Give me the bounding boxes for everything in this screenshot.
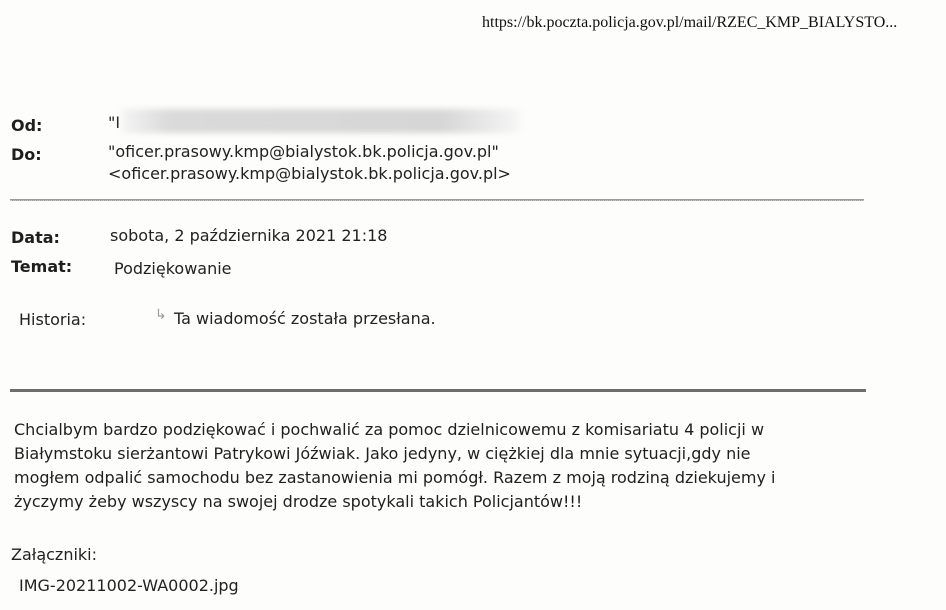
to-label: Do: xyxy=(11,145,42,164)
attachments-label: Załączniki: xyxy=(11,545,97,564)
message-line: Chcialbym bardzo podziękować i pochwalić za pomoc dzielnicowemu z komisariatu 4 policji w xyxy=(14,420,765,439)
message-line: życzymy żeby wszyscy na swojej drodze spotykali takich Policjantów!!! xyxy=(14,492,583,511)
message-body xyxy=(14,418,854,514)
message-line: Białymstoku sierżantowi Patrykowi Jóźwiak. Jako jedyny, w ciężkiej dla mnie sytuacji,gdy nie xyxy=(14,444,751,463)
date-value: sobota, 2 października 2021 21:18 xyxy=(110,226,388,245)
date-label: Data: xyxy=(11,228,60,247)
subject-value: Podziękowanie xyxy=(114,259,232,278)
attachment-link[interactable]: IMG-20211002-WA0002.jpg xyxy=(19,576,239,595)
body-divider xyxy=(10,389,866,392)
to-name: "oficer.prasowy.kmp@bialystok.bk.policja.gov.pl" xyxy=(108,142,499,161)
from-value: "I xyxy=(108,113,121,132)
subject-label: Temat: xyxy=(11,257,73,276)
forward-icon: ↳ xyxy=(155,307,167,323)
from-label: Od: xyxy=(11,116,43,135)
header-divider xyxy=(10,199,864,201)
page-url: https://bk.poczta.policja.gov.pl/mail/RZEC_KMP_BIALYSTO... xyxy=(482,14,898,31)
redacted-sender xyxy=(122,109,520,133)
history-label: Historia: xyxy=(19,310,87,329)
to-address: <oficer.prasowy.kmp@bialystok.bk.policja.gov.pl> xyxy=(108,164,511,183)
history-value: Ta wiadomość została przesłana. xyxy=(174,309,436,328)
message-line: mogłem odpalić samochodu bez zastanowienia mi pomógł. Razem z moją rodziną dziekujemy i xyxy=(14,468,776,487)
